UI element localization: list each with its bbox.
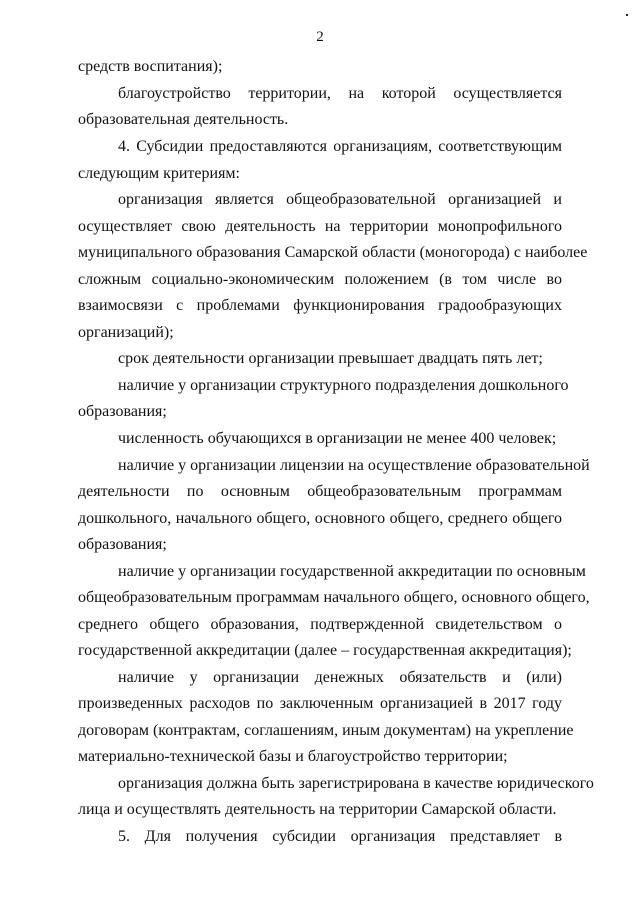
text-line: образования; [78,536,167,553]
text-line: срок деятельности организации превышает двадцать пять лет; [118,350,543,367]
text-line: 5. Для получения субсидии организация представляет в [118,828,562,845]
text-line: наличие у организации денежных обязательств и (или) [118,669,562,686]
text-line: организаций); [78,324,174,341]
text-line: дошкольного, начального общего, основного общего, среднего общего [78,510,562,527]
text-line: среднего общего образования, подтвержденной свидетельством о [78,616,562,633]
text-line: общеобразовательным программам начального общего, основного общего, [78,589,590,606]
text-line: 4. Субсидии предоставляются организациям, соответствующим [118,138,562,155]
text-line: государственной аккредитации (далее – государственная аккредитация); [78,642,572,659]
text-line: сложным социально-экономическим положением (в том числе во [78,271,562,288]
text-line: произведенных расходов по заключенным организацией в 2017 году [78,695,562,712]
text-line: взаимосвязи с проблемами функционирования градообразующих [78,297,562,314]
text-line: благоустройство территории, на которой осуществляется [118,85,562,102]
text-line: деятельности по основным общеобразовательным программам [78,483,562,500]
text-line: организация является общеобразовательной организацией и [118,191,562,208]
scan-mark [626,14,628,16]
page-number: 2 [316,29,324,45]
text-line: лица и осуществлять деятельность на территории Самарской области. [78,801,557,818]
text-line: наличие у организации государственной аккредитации по основным [118,563,586,580]
text-line: численность обучающихся в организации не менее 400 человек; [118,430,557,447]
text-line: муниципального образования Самарской области (моногорода) с наиболее [78,244,588,261]
text-line: материально-технической базы и благоустройство территории; [78,748,508,765]
text-line: договорам (контрактам, соглашениям, иным документам) на укрепление [78,722,574,739]
text-line: образования; [78,403,167,420]
text-line: осуществляет свою деятельность на территории монопрофильного [78,218,562,235]
text-line: средств воспитания); [78,58,223,75]
text-line: организация должна быть зарегистрирована в качестве юридического [118,775,594,792]
text-line: наличие у организации лицензии на осуществление образовательной [118,457,590,474]
text-line: образовательная деятельность. [78,111,289,128]
text-line: следующим критериям: [78,165,240,182]
text-line: наличие у организации структурного подразделения дошкольного [118,377,569,394]
